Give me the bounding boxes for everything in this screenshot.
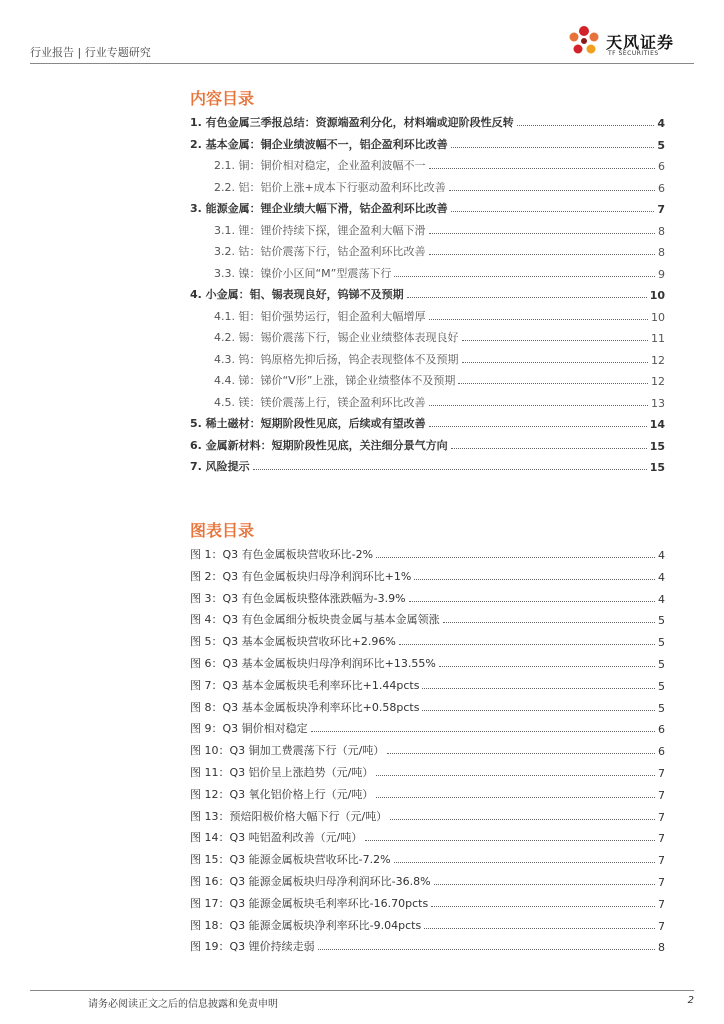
toc-section-entry[interactable] [190,284,665,302]
figure-list-title: 图表目录 [190,521,255,540]
entry-page-number: 8 [658,224,665,238]
dot-leader [449,190,655,191]
dot-leader [399,644,655,645]
entry-page-number: 14 [649,418,665,431]
figure-entry[interactable] [190,915,665,933]
toc-section-entry[interactable] [190,112,665,130]
report-category: 行业报告 | 行业专题研究 [30,46,151,59]
entry-label: 3.2. 钴：钴价震荡下行，钴企盈利环比改善 [214,245,426,258]
entry-page-number: 12 [651,353,665,367]
figure-entry[interactable] [190,936,665,954]
figure-entry[interactable] [190,697,665,715]
dot-leader [451,147,655,148]
dot-leader [376,797,655,798]
company-logo [564,22,694,62]
entry-label: 图 5：Q3 基本金属板块营收环比+2.96% [190,635,396,649]
logo-flower-icon [564,22,604,62]
dot-leader [429,319,649,320]
entry-label: 图 6：Q3 基本金属板块归母净利润环比+13.55% [190,657,436,670]
dot-leader [443,622,655,623]
figure-entry[interactable] [190,740,665,758]
entry-label: 图 2：Q3 有色金属板块归母净利润环比+1% [190,569,412,583]
entry-page-number: 11 [651,332,665,345]
dot-leader [431,906,655,907]
entry-label: 7. 风险提示 [190,460,250,473]
entry-page-number: 7 [658,788,665,802]
dot-leader [394,276,655,277]
dot-leader [429,426,647,427]
dot-leader [390,819,655,820]
dot-leader [429,233,656,234]
dot-leader [409,601,655,602]
dot-leader [422,710,655,711]
page-number: 2 [687,995,694,1006]
entry-page-number: 5 [658,679,665,693]
dot-leader [414,579,655,580]
dot-leader [429,405,649,406]
figure-entry[interactable] [190,784,665,802]
entry-page-number: 5 [658,701,665,715]
entry-label: 图 14：Q3 吨铝盈利改善（元/吨） [190,831,363,845]
dot-leader [451,448,647,449]
entry-label: 图 19：Q3 锂价持续走弱 [190,940,315,954]
entry-page-number: 10 [651,310,665,324]
entry-label: 图 16：Q3 能源金属板块归母净利润环比-36.8% [190,875,431,888]
toc-subsection-entry[interactable] [190,155,665,173]
toc-section-entry[interactable] [190,435,665,453]
entry-page-number: 7 [658,854,665,868]
entry-page-number: 7 [658,810,665,824]
entry-label: 4.1. 钼：钼价强势运行，钼企盈利大幅增厚 [214,309,426,323]
entry-label: 4.2. 锡：锡价震荡下行，锡企业业绩整体表现良好 [214,331,459,344]
figure-entry[interactable] [190,806,665,824]
dot-leader [462,362,649,363]
entry-page-number: 7 [658,832,665,846]
entry-page-number: 7 [658,919,665,933]
entry-page-number: 4 [658,570,665,584]
dot-leader [439,666,655,667]
dot-leader [434,884,655,885]
figure-entry[interactable] [190,675,665,693]
header-divider [30,63,694,64]
entry-page-number: 4 [657,117,665,130]
toc-subsection-entry[interactable] [190,349,665,367]
dot-leader [429,168,656,169]
toc-subsection-entry[interactable] [190,220,665,238]
toc-subsection-entry[interactable] [190,327,665,345]
entry-page-number: 5 [658,658,665,671]
toc-subsection-entry[interactable] [190,370,665,388]
figure-entry[interactable] [190,544,665,562]
entry-page-number: 15 [649,439,665,453]
entry-page-number: 8 [658,941,665,955]
entry-label: 图 13：预焙阳极价格大幅下行（元/吨） [190,809,388,823]
dot-leader [424,928,655,929]
entry-page-number: 6 [658,181,665,195]
entry-label: 3.1. 锂：锂价持续下探，锂企盈利大幅下滑 [214,223,426,237]
disclaimer: 请务必阅读正文之后的信息披露和免责申明 [88,999,278,1010]
entry-page-number: 10 [649,289,665,302]
dot-leader [462,340,649,341]
dot-leader [422,688,655,689]
entry-label: 1. 有色金属三季报总结：资源端盈利分化，材料端或迎阶段性反转 [190,116,514,129]
entry-label: 图 3：Q3 有色金属板块整体涨跌幅为-3.9% [190,591,406,605]
entry-label: 4.5. 镁：镁价震荡上行，镁企盈利环比改善 [214,395,426,409]
figure-entry[interactable] [190,566,665,584]
entry-label: 2.2. 铝：铝价上涨+成本下行驱动盈利环比改善 [214,180,446,194]
figure-entry[interactable] [190,631,665,649]
figure-entry[interactable] [190,827,665,845]
toc-section-entry[interactable] [190,413,665,431]
figure-entry[interactable] [190,893,665,911]
dot-leader [429,254,656,255]
entry-label: 2. 基本金属：铜企业绩波幅不一，铝企盈利环比改善 [190,137,448,151]
entry-page-number: 7 [658,897,665,911]
toc-subsection-entry[interactable] [190,306,665,324]
footer-divider [30,990,694,991]
entry-page-number: 5 [658,636,665,650]
logo-subtitle: TF SECURITIES [608,50,659,57]
dot-leader [407,297,647,298]
entry-page-number: 5 [658,614,665,628]
entry-label: 图 9：Q3 铜价相对稳定 [190,722,308,736]
entry-page-number: 6 [658,160,665,173]
toc-section-entry[interactable] [190,456,665,474]
toc-section-entry[interactable] [190,134,665,152]
dot-leader [365,840,655,841]
figure-entry[interactable] [190,718,665,736]
entry-page-number: 5 [657,138,665,152]
dot-leader [318,949,655,950]
entry-label: 3. 能源金属：锂企业绩大幅下滑，钴企盈利环比改善 [190,202,448,215]
entry-label: 图 4：Q3 有色金属细分板块贵金属与基本金属领涨 [190,613,440,627]
entry-label: 图 10：Q3 铜加工费震荡下行（元/吨） [190,744,385,758]
entry-page-number: 4 [658,592,665,606]
entry-page-number: 7 [658,876,665,889]
toc-subsection-entry[interactable] [190,392,665,410]
entry-page-number: 12 [651,375,665,388]
logo-name: 天风证券 [606,33,675,52]
toc-title: 内容目录 [190,89,255,108]
entry-label: 6. 金属新材料：短期阶段性见底，关注细分景气方向 [190,438,448,452]
entry-page-number: 7 [657,203,665,216]
entry-label: 图 11：Q3 铝价呈上涨趋势（元/吨） [190,766,374,779]
dot-leader [253,469,647,470]
entry-label: 图 15：Q3 能源金属板块营收环比-7.2% [190,853,391,867]
entry-page-number: 6 [658,723,665,737]
toc-section-entry[interactable] [190,198,665,216]
entry-label: 5. 稀土磁材：短期阶段性见底，后续或有望改善 [190,417,426,430]
toc-subsection-entry[interactable] [190,177,665,195]
entry-page-number: 13 [651,396,665,410]
entry-label: 图 7：Q3 基本金属板块毛利率环比+1.44pcts [190,678,420,692]
toc-subsection-entry[interactable] [190,241,665,259]
figure-entry[interactable] [190,762,665,780]
toc-subsection-entry[interactable] [190,263,665,281]
entry-label: 4.3. 钨：钨原格先抑后扬，钨企表现整体不及预期 [214,352,459,366]
entry-page-number: 7 [658,767,665,780]
dot-leader [376,775,655,776]
entry-label: 4.4. 锑：锑价“V形”上涨，锑企业绩整体不及预期 [214,374,456,387]
figure-entry[interactable] [190,653,665,671]
figure-entry[interactable] [190,609,665,627]
figure-entry[interactable] [190,588,665,606]
dot-leader [387,753,655,754]
entry-page-number: 8 [658,246,665,259]
entry-label: 图 8：Q3 基本金属板块净利率环比+0.58pcts [190,700,420,714]
entry-label: 图 18：Q3 能源金属板块净利率环比-9.04pcts [190,918,422,932]
entry-page-number: 15 [649,461,665,474]
entry-label: 3.3. 镍：镍价小区间“M”型震荡下行 [214,266,392,280]
dot-leader [451,211,655,212]
entry-label: 图 17：Q3 能源金属板块毛利率环比-16.70pcts [190,896,429,910]
entry-label: 2.1. 铜：铜价相对稳定，企业盈利波幅不一 [214,159,426,172]
entry-page-number: 6 [658,745,665,759]
entry-label: 图 1：Q3 有色金属板块营收环比-2% [190,548,374,561]
entry-label: 图 12：Q3 氧化铝价格上行（元/吨） [190,787,374,801]
entry-page-number: 9 [658,267,665,281]
dot-leader [394,862,655,863]
dot-leader [376,557,655,558]
dot-leader [517,125,655,126]
figure-entry[interactable] [190,849,665,867]
figure-entry[interactable] [190,871,665,889]
dot-leader [311,731,655,732]
dot-leader [458,383,648,384]
entry-page-number: 4 [658,549,665,562]
entry-label: 4. 小金属：钼、锡表现良好，钨锑不及预期 [190,288,404,301]
